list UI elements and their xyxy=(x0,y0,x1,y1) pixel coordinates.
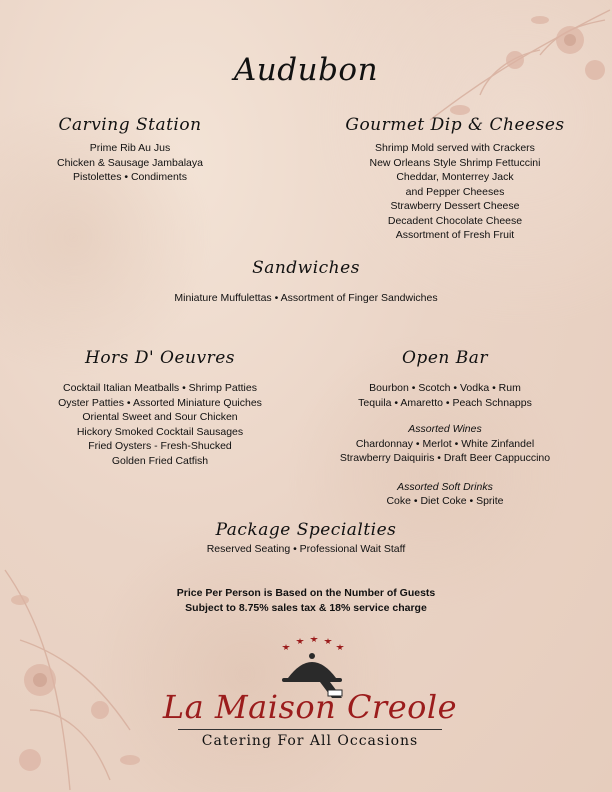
carving-item: Prime Rib Au Jus xyxy=(89,142,171,154)
hors-item: Cocktail Italian Meatballs • Shrimp Patties xyxy=(63,382,257,394)
hors-item: Hickory Smoked Cocktail Sausages xyxy=(76,425,244,438)
wines-label: Assorted Wines xyxy=(408,423,482,435)
logo-underline xyxy=(178,729,442,730)
open-bar-section xyxy=(320,348,570,509)
package-specialties-section xyxy=(0,520,612,557)
hors-doeuvres-heading: Hors D' Oeuvres xyxy=(85,348,235,368)
sandwiches-section xyxy=(0,258,612,306)
gourmet-item: Cheddar, Monterrey Jack xyxy=(396,171,514,183)
sandwiches-heading: Sandwiches xyxy=(252,258,360,278)
bar-soft-drinks: Coke • Diet Coke • Sprite xyxy=(386,495,504,507)
pricing-line: Subject to 8.75% sales tax & 18% service charge xyxy=(185,601,427,614)
menu-title: Audubon xyxy=(233,52,379,88)
hors-item: Oyster Patties • Assorted Miniature Quiches xyxy=(58,396,262,409)
gourmet-item: Strawberry Dessert Cheese xyxy=(390,200,520,212)
gourmet-item: Shrimp Mold served with Crackers xyxy=(375,142,535,154)
logo-name: La Maison Creole xyxy=(162,688,458,726)
gourmet-item: New Orleans Style Shrimp Fettuccini xyxy=(369,156,541,169)
bar-wines: Strawberry Daiquiris • Draft Beer Cappuccino xyxy=(339,452,551,464)
carving-item: Pistolettes • Condiments xyxy=(73,171,187,183)
gourmet-item: Assortment of Fresh Fruit xyxy=(395,229,515,241)
bar-spirits: Tequila • Amaretto • Peach Schnapps xyxy=(358,396,532,409)
bar-spirits: Bourbon • Scotch • Vodka • Rum xyxy=(369,382,521,394)
pricing-note xyxy=(0,586,612,615)
gourmet-item: Decadent Chocolate Cheese xyxy=(387,214,523,227)
bar-wines: Chardonnay • Merlot • White Zinfandel xyxy=(355,437,535,450)
pricing-line: Price Per Person is Based on the Number of Guests xyxy=(176,587,436,599)
carving-station-heading: Carving Station xyxy=(58,115,202,135)
hors-item: Oriental Sweet and Sour Chicken xyxy=(82,411,238,423)
logo-tagline: Catering For All Occasions xyxy=(201,733,419,749)
hors-item: Fried Oysters - Fresh-Shucked xyxy=(88,440,232,452)
hors-item: Golden Fried Catfish xyxy=(111,454,209,467)
carving-station-section xyxy=(40,115,220,185)
gourmet-dip-section xyxy=(345,115,565,243)
package-specialties-heading: Package Specialties xyxy=(215,520,397,540)
sandwiches-item: Miniature Muffulettas • Assortment of Finger Sandwiches xyxy=(174,292,438,304)
hors-doeuvres-section xyxy=(40,348,280,468)
gourmet-item: and Pepper Cheeses xyxy=(405,185,505,198)
package-item: Reserved Seating • Professional Wait Staff xyxy=(206,543,406,555)
carving-item: Chicken & Sausage Jambalaya xyxy=(57,156,203,169)
open-bar-heading: Open Bar xyxy=(402,348,488,368)
soft-drinks-label: Assorted Soft Drinks xyxy=(397,480,493,493)
gourmet-dip-heading: Gourmet Dip & Cheeses xyxy=(345,115,565,135)
company-logo xyxy=(160,636,460,756)
